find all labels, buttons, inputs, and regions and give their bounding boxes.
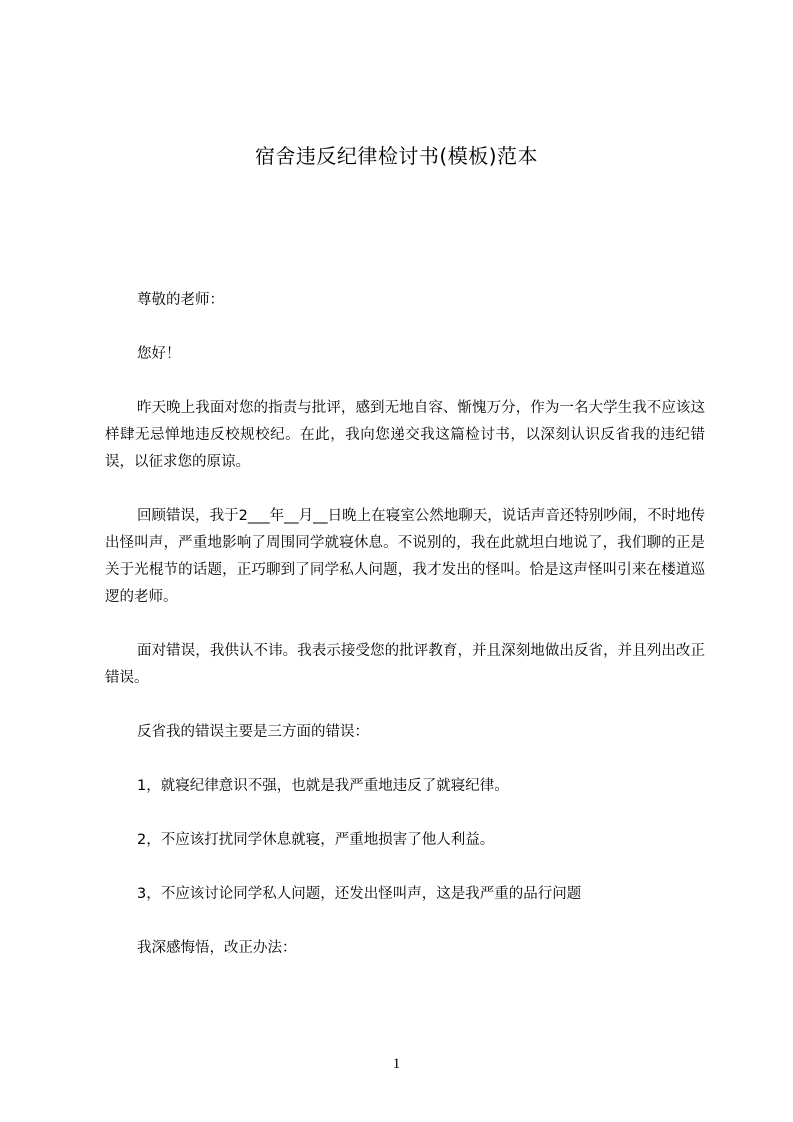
page-number: 1 bbox=[392, 1056, 401, 1072]
greeting-paragraph: 您好！ bbox=[137, 346, 181, 362]
document-title: 宿舍违反纪律检讨书(模板)范本 bbox=[254, 144, 539, 168]
list-item: 2，不应该打扰同学休息就寝，严重地损害了他人利益。 bbox=[137, 832, 495, 848]
list-item: 3，不应该讨论同学私人问题，还发出怪叫声，这是我严重的品行问题 bbox=[137, 886, 582, 902]
body-paragraph: 反省我的错误主要是三方面的错误： bbox=[137, 724, 369, 740]
body-paragraph: 面对错误，我供认不讳。我表示接受您的批评教育，并且深刻地做出反省，并且列出改正错误。 bbox=[105, 643, 705, 686]
body-paragraph: 回顾错误，我于2___年__月__日晚上在寝室公然地聊天，说话声音还特别吵闹，不时地传出怪叫声，严重地影响了周围同学就寝休息。不说别的，我在此就坦白地说了，我们聊的正是关于光棍节的话题，正巧聊到了同学私人问题，我才发出的怪叫。恰是这声怪叫引来在楼道巡逻的老师。 bbox=[105, 508, 705, 605]
body-paragraph: 昨天晚上我面对您的指责与批评，感到无地自容、惭愧万分，作为一名大学生我不应该这样肆无忌惮地违反校规校纪。在此，我向您递交我这篇检讨书，以深刻认识反省我的违纪错误，以征求您的原谅。 bbox=[105, 400, 705, 470]
body-paragraph: 我深感悔悟，改正办法： bbox=[137, 940, 297, 956]
list-item: 1，就寝纪律意识不强，也就是我严重地违反了就寝纪律。 bbox=[137, 778, 509, 794]
document-body bbox=[105, 287, 705, 989]
salutation-paragraph: 尊敬的老师： bbox=[137, 292, 224, 308]
